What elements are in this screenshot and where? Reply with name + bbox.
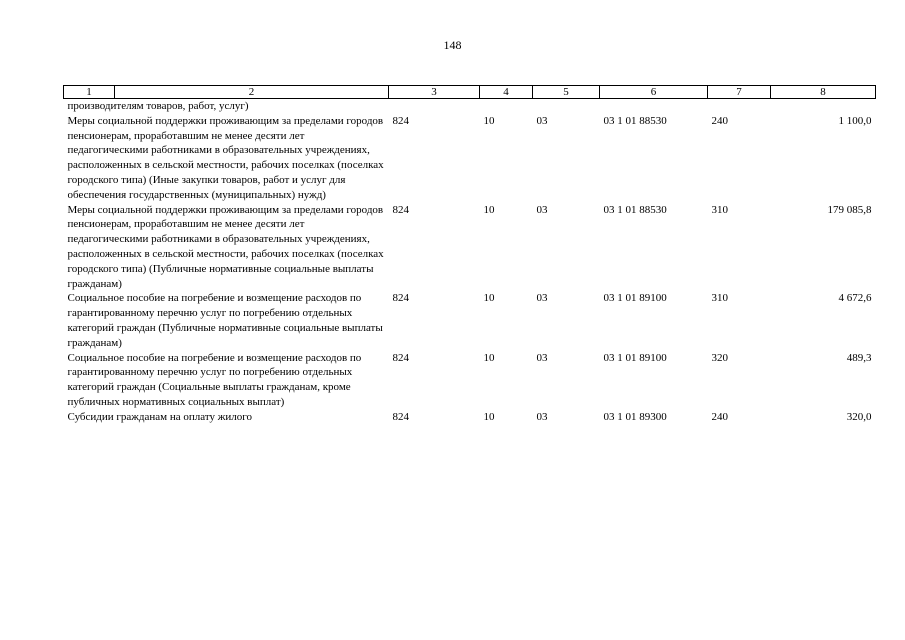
- table-row: [64, 99, 876, 114]
- row-amount: 179 085,8: [827, 203, 872, 216]
- row-expense-type: 320: [711, 351, 728, 364]
- row-amount: [771, 99, 876, 114]
- column-header: 6: [600, 86, 708, 99]
- row-admin-code: 824: [392, 410, 409, 423]
- row-section: 10: [483, 203, 495, 216]
- row-target-code: 03 1 01 89100: [603, 292, 667, 305]
- row-name: Социальное пособие на погребение и возмещение расходов по гарантированному перечню услуг по погребению отдельных категорий граждан (Социальные выплаты гражданам, кроме публичных нормативных социальных выплат): [67, 351, 362, 408]
- budget-table: [63, 85, 876, 425]
- table-row: [64, 410, 876, 425]
- row-section: 10: [483, 351, 495, 364]
- row-target-code: 03 1 01 88530: [603, 203, 667, 216]
- row-expense-type: 310: [711, 292, 728, 305]
- row-expense-type: [708, 99, 771, 114]
- row-amount: 4 672,6: [838, 292, 872, 305]
- row-section: 10: [483, 410, 495, 423]
- row-name: Меры социальной поддержки проживающим за пределами городов пенсионерам, проработавшим не менее десяти лет педагогическими работниками в образовательных учреждениях, расположенных в сельской местности, рабочих поселках (поселках городского типа) (Иные закупки товаров, работ и услуг для обеспечения государственных (муниципальных) нужд): [67, 114, 384, 201]
- row-amount: 320,0: [846, 410, 872, 423]
- column-header: 2: [115, 86, 389, 99]
- row-subsection: 03: [536, 203, 548, 216]
- row-subsection: 03: [536, 351, 548, 364]
- column-header: 3: [389, 86, 480, 99]
- row-section: [480, 99, 533, 114]
- row-expense-type: 310: [711, 203, 728, 216]
- column-header: 7: [708, 86, 771, 99]
- column-header: 5: [533, 86, 600, 99]
- row-admin-code: 824: [392, 114, 409, 127]
- row-subsection: [533, 99, 600, 114]
- table-row: [64, 351, 876, 410]
- row-admin-code: 824: [392, 203, 409, 216]
- page-number: 148: [443, 38, 462, 52]
- row-name: производителям товаров, работ, услуг): [67, 100, 249, 112]
- row-expense-type: 240: [711, 410, 728, 423]
- row-amount: 489,3: [846, 351, 872, 364]
- row-target-code: 03 1 01 89300: [603, 410, 667, 423]
- row-target-code: 03 1 01 89100: [603, 351, 667, 364]
- row-admin-code: 824: [392, 292, 409, 305]
- row-subsection: 03: [536, 114, 548, 127]
- row-admin-code: 824: [392, 351, 409, 364]
- table-row: [64, 114, 876, 203]
- table-row: [64, 291, 876, 350]
- table-header-row: [64, 86, 876, 99]
- column-header: 8: [771, 86, 876, 99]
- row-section: 10: [483, 114, 495, 127]
- column-header: 4: [480, 86, 533, 99]
- row-subsection: 03: [536, 410, 548, 423]
- row-target-code: 03 1 01 88530: [603, 114, 667, 127]
- row-subsection: 03: [536, 292, 548, 305]
- row-expense-type: 240: [711, 114, 728, 127]
- row-amount: 1 100,0: [838, 114, 872, 127]
- row-target-code: [600, 99, 708, 114]
- table-row: [64, 203, 876, 292]
- column-header: 1: [64, 86, 115, 99]
- row-name: Субсидии гражданам на оплату жилого: [67, 410, 252, 423]
- row-name: Меры социальной поддержки проживающим за пределами городов пенсионерам, проработавшим не менее десяти лет педагогическими работниками в образовательных учреждениях, расположенных в сельской местности, рабочих поселках (поселках городского типа) (Публичные нормативные социальные выплаты гражданам): [67, 203, 384, 290]
- row-admin-code: [389, 99, 480, 114]
- row-section: 10: [483, 292, 495, 305]
- row-name: Социальное пособие на погребение и возмещение расходов по гарантированному перечню услуг по погребению отдельных категорий граждан (Публичные нормативные социальные выплаты гражданам): [67, 292, 383, 349]
